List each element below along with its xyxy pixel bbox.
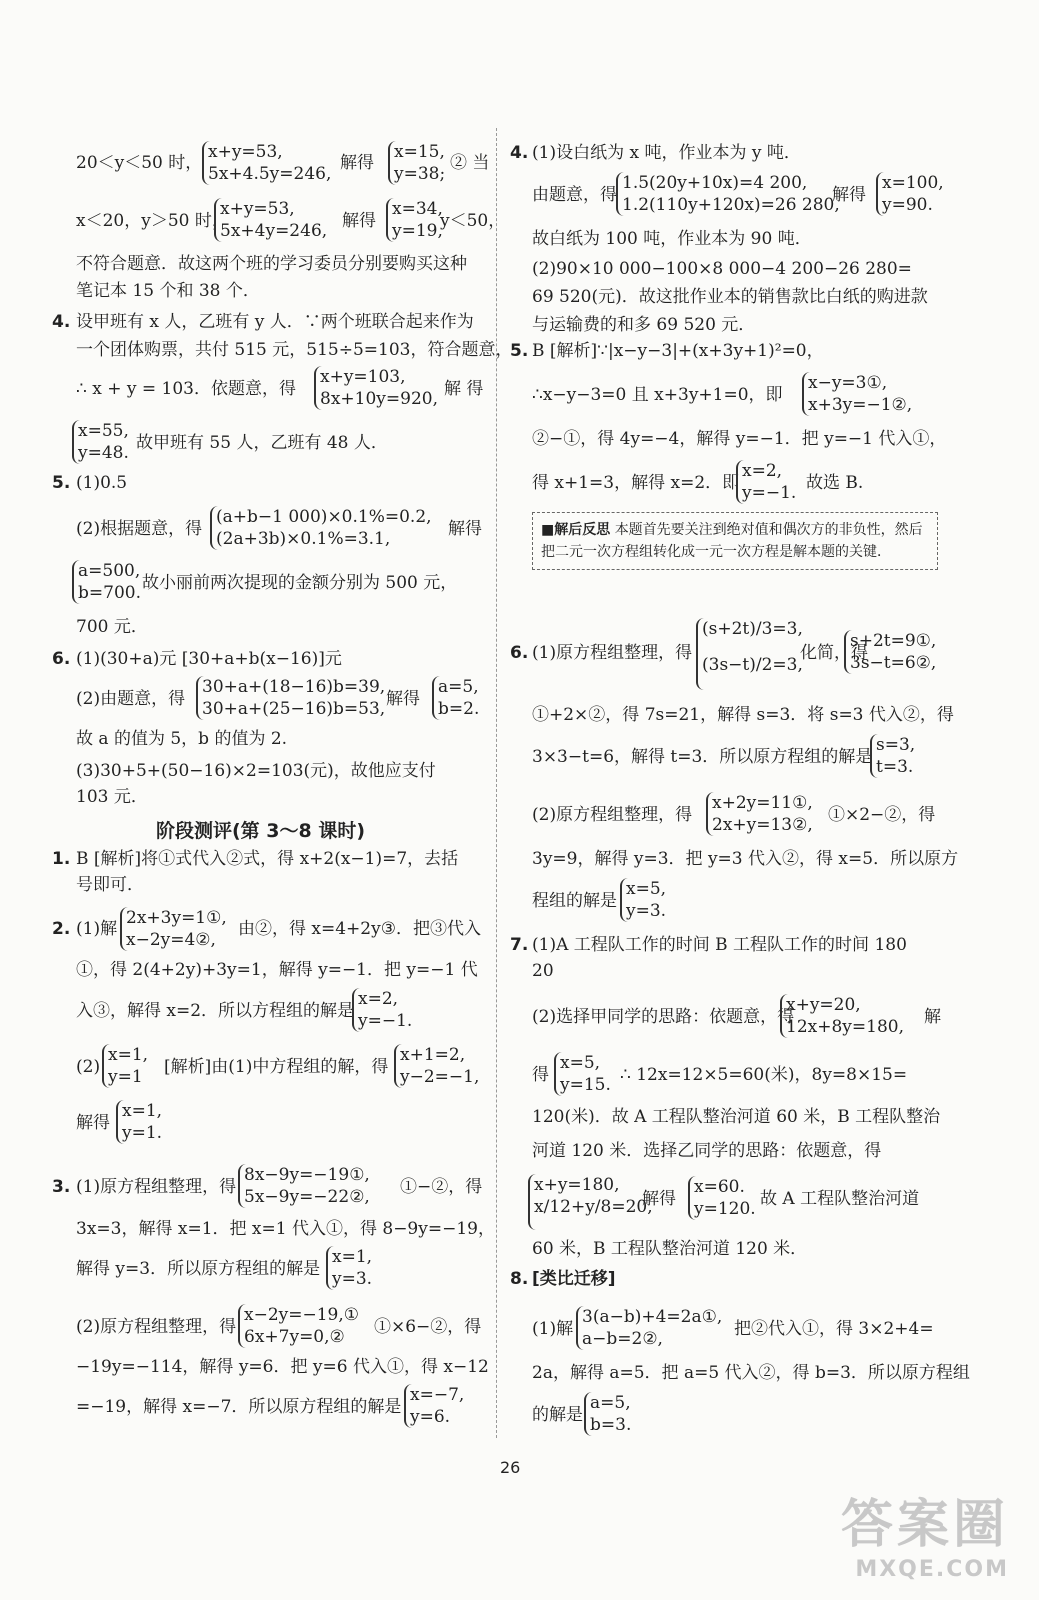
watermark-url: MXQE.COM: [855, 1557, 1009, 1582]
text-line: (2)90×10 000−100×8 000−4 200−26 280=: [532, 259, 912, 279]
reflection-text: 本题首先要关注到绝对值和偶次方的非负性，然后把二元一次方程组转化成一元一次方程是解本题的关键．: [541, 522, 923, 560]
question-number: 6.: [52, 649, 71, 669]
question-number: 8.: [510, 1269, 529, 1289]
text-line: =−19，解得 x=−7．所以原方程组的解是: [76, 1397, 402, 1417]
text-line: (2)原方程组整理，得: [532, 805, 693, 825]
equation-system: x+y=53, 5x+4y=246,: [214, 198, 327, 242]
text-line: 入③，解得 x=2．所以方程组的解是: [76, 1001, 355, 1021]
text-line: 69 520(元)．故这批作业本的销售款比白纸的购进款: [532, 287, 928, 307]
page-number: 26: [500, 1458, 521, 1477]
equation-system: x+y=20, 12x+8y=180,: [780, 994, 904, 1038]
text-line: 由题意，得: [532, 185, 617, 205]
text-line: (3)30+5+(50−16)×2=103(元)，故他应支付: [76, 761, 436, 781]
text-line: 解得: [340, 153, 374, 173]
equation-system: x+1=2, y−2=−1,: [394, 1044, 479, 1088]
equation-system: 30+a+(18−16)b=39, 30+a+(25−16)b=53,: [196, 676, 385, 720]
question-number: 5.: [52, 473, 71, 493]
text-line: (1)原方程组整理，得: [76, 1177, 237, 1197]
text-line: −19y=−114，解得 y=6．把 y=6 代入①，得 x−12: [76, 1357, 489, 1377]
text-line: 故白纸为 100 吨，作业本为 90 吨．: [532, 229, 812, 249]
text-line: B [解析]∵|x−y−3|+(x+3y+1)²=0，: [532, 341, 824, 361]
column-divider: [496, 128, 497, 1438]
text-line: 103 元．: [76, 787, 148, 807]
text-line: 一个团体购票，共付 515 元，515÷5=103，符合题意，: [76, 340, 513, 360]
text-line: 设甲班有 x 人，乙班有 y 人．∵两个班联合起来作为: [76, 312, 474, 332]
watermark-logo: 答案圈: [840, 1495, 1009, 1555]
text-line: (2)根据题意，得: [76, 519, 203, 539]
text-line: 700 元．: [76, 617, 148, 637]
text-line: 解得: [832, 185, 866, 205]
text-line: 与运输费的和多 69 520 元．: [532, 315, 756, 335]
text-line: [类比迁移]: [532, 1269, 616, 1289]
reflection-box: [532, 512, 938, 570]
text-line: ①−②，得: [400, 1177, 483, 1197]
text-line: ∴ 12x=12×5=60(米)，8y=8×15=: [620, 1065, 908, 1085]
solution-system: x=15, y=38;: [388, 141, 445, 185]
text-line: 3y=9，解得 y=3．把 y=3 代入②，得 x=5．所以原方: [532, 849, 959, 869]
text-line: x＜20，y＞50 时，: [76, 211, 229, 231]
solution-system: x=2, y=−1.: [352, 988, 412, 1032]
equation-system: (s+2t)/3=3, (3s−t)/2=3,: [696, 618, 803, 690]
solution-system: a=5, b=3.: [584, 1392, 631, 1436]
equation-system: x+y=53, 5x+4.5y=246,: [202, 141, 331, 185]
equation-system: 3(a−b)+4=2a①, a−b=2②,: [576, 1306, 722, 1350]
text-line: y＜50，: [440, 211, 506, 231]
text-line: ②−①，得 4y=−4，解得 y=−1．把 y=−1 代入①，: [532, 429, 947, 449]
question-number: 3.: [52, 1177, 71, 1197]
equation-system: x−y=3①, x+3y=−1②,: [802, 372, 912, 416]
solution-system: x=5, y=3.: [620, 878, 666, 922]
question-number: 6.: [510, 643, 529, 663]
text-line: 60 米，B 工程队整治河道 120 米．: [532, 1239, 808, 1259]
text-line: ①×6−②，得: [374, 1317, 482, 1337]
question-number: 4.: [510, 143, 529, 163]
text-line: (1)(30+a)元 [30+a+b(x−16)]元: [76, 649, 342, 669]
text-line: 20＜y＜50 时，: [76, 153, 203, 173]
solution-system: x=−7, y=6.: [404, 1384, 464, 1428]
text-line: 解得: [342, 211, 376, 231]
equation-system: x−2y=−19,① 6x+7y=0,②: [238, 1304, 359, 1348]
solution-system: x=55, y=48.: [72, 420, 129, 464]
solution-system: s=3, t=3.: [870, 734, 915, 778]
section-heading: 阶段测评(第 3～8 课时): [156, 820, 366, 842]
text-line: 不符合题意．故这两个班的学习委员分别要购买这种: [76, 254, 467, 274]
solution-system: a=5, b=2.: [432, 676, 479, 720]
question-number: 5.: [510, 341, 529, 361]
reflection-title: ■解后反思: [541, 522, 611, 538]
text-line: 把②代入①，得 3×2+4=: [734, 1319, 934, 1339]
text-line: 的解是: [532, 1405, 583, 1425]
text-line: 解得: [386, 689, 420, 709]
text-line: (1)设白纸为 x 吨，作业本为 y 吨．: [532, 143, 801, 163]
question-number: 1.: [52, 849, 71, 869]
solution-system: x=60. y=120.: [688, 1176, 756, 1220]
text-line: 程组的解是: [532, 891, 617, 911]
solution-system: x=2, y=−1.: [736, 460, 796, 504]
text-line: 由②，得 x=4+2y③．把③代入: [238, 919, 481, 939]
question-number: 7.: [510, 935, 529, 955]
equation-system: x+y=103, 8x+10y=920,: [314, 366, 438, 410]
question-number: 2.: [52, 919, 71, 939]
text-line: ∴x−y−3=0 且 x+3y+1=0，即: [532, 385, 783, 405]
text-line: ①+2×②，得 7s=21，解得 s=3．将 s=3 代入②，得: [532, 705, 954, 725]
text-line: 3x=3，解得 x=1．把 x=1 代入①，得 8−9y=−19，: [76, 1219, 495, 1239]
solution-system: x=5, y=15.: [554, 1052, 611, 1096]
text-line: 解得: [448, 519, 482, 539]
text-line: (1)A 工程队工作的时间 B 工程队工作的时间 180: [532, 935, 907, 955]
solution-system: x=1, y=3.: [326, 1246, 372, 1290]
solution-system: x=1, y=1.: [116, 1100, 162, 1144]
text-line: [解析]由(1)中方程组的解，得: [164, 1057, 389, 1077]
solution-system: a=500, b=700.: [72, 560, 141, 604]
solution-system: x=34, y=19,: [386, 198, 443, 242]
text-line: 得 x+1=3，解得 x=2．即: [532, 473, 740, 493]
text-line: 故 a 的值为 5，b 的值为 2.: [76, 729, 288, 749]
text-line: (2)原方程组整理，得: [76, 1317, 237, 1337]
text-line: 故 A 工程队整治河道: [760, 1189, 920, 1209]
text-line: (1)解: [76, 919, 118, 939]
text-line: (1)解: [532, 1319, 574, 1339]
text-line: 解得: [642, 1189, 676, 1209]
text-line: 解: [924, 1007, 941, 1027]
text-line: B [解析]将①式代入②式，得 x+2(x−1)=7，去括: [76, 849, 459, 869]
text-line: 笔记本 15 个和 38 个．: [76, 281, 260, 301]
question-number: 4.: [52, 312, 71, 332]
watermark: [841, 1482, 1009, 1582]
equation-system: x+y=180, x/12+y/8=20,: [528, 1174, 653, 1230]
text-line: 20: [532, 961, 554, 981]
text-line: 解得: [76, 1113, 110, 1133]
solution-system: x=1, y=1: [102, 1044, 148, 1088]
text-line: 河道 120 米．选择乙同学的思路：依题意，得: [532, 1141, 882, 1161]
equation-system: (a+b−1 000)×0.1%=0.2, (2a+3b)×0.1%=3.1,: [210, 506, 432, 550]
text-line: 120(米)．故 A 工程队整治河道 60 米，B 工程队整治: [532, 1107, 941, 1127]
text-line: 得: [532, 1065, 549, 1085]
text-line: ①，得 2(4+2y)+3y=1，解得 y=−1．把 y=−1 代: [76, 960, 478, 980]
text-line: 故小丽前两次提现的金额分别为 500 元，: [142, 573, 458, 593]
text-line: 故甲班有 55 人，乙班有 48 人．: [136, 433, 388, 453]
solution-system: x=100, y=90.: [876, 172, 944, 216]
equation-system: s+2t=9①, 3s−t=6②,: [844, 630, 936, 674]
text-line: 2a，解得 a=5．把 a=5 代入②，得 b=3．所以原方程组: [532, 1363, 970, 1383]
text-line: (2): [76, 1057, 101, 1077]
equation-system: 2x+3y=1①, x−2y=4②,: [120, 907, 227, 951]
text-line: 化简，得: [800, 643, 868, 663]
equation-system: x+2y=11①, 2x+y=13②,: [706, 792, 813, 836]
text-line: 解 得: [444, 379, 484, 399]
equation-system: 8x−9y=−19①, 5x−9y=−22②,: [238, 1164, 370, 1208]
text-line: (2)选择甲同学的思路：依题意，得: [532, 1007, 795, 1027]
text-line: ∴ x + y = 103．依题意，得: [76, 379, 296, 399]
text-line: ①×2−②，得: [828, 805, 936, 825]
text-line: 3×3−t=6，解得 t=3．所以原方程组的解是: [532, 747, 873, 767]
text-line: 故选 B.: [806, 473, 864, 493]
text-line: ② 当: [450, 153, 490, 173]
text-line: 号即可．: [76, 875, 144, 895]
text-line: (1)原方程组整理，得: [532, 643, 693, 663]
equation-system: 1.5(20y+10x)=4 200, 1.2(110y+120x)=26 280,: [616, 172, 840, 216]
text-line: (1)0.5: [76, 473, 128, 493]
text-line: (2)由题意，得: [76, 689, 186, 709]
text-line: 解得 y=3．所以原方程组的解是: [76, 1259, 321, 1279]
